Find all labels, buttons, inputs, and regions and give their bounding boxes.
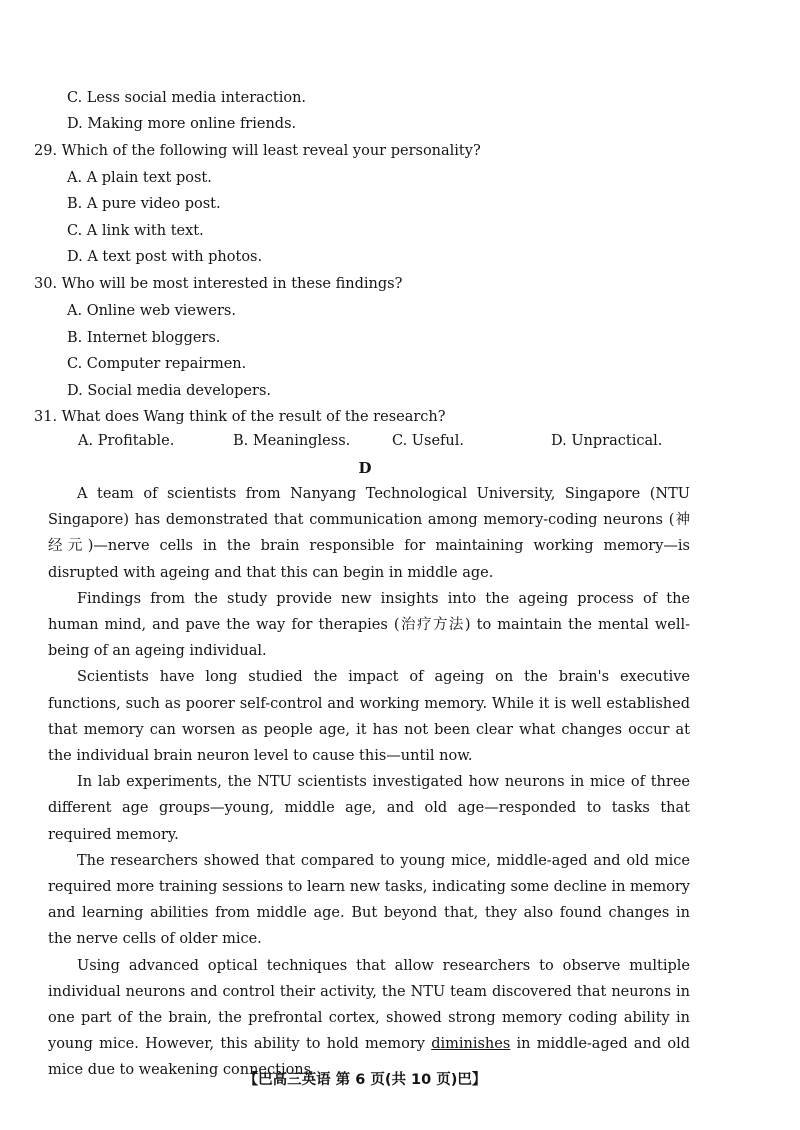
underlined-word: diminishes xyxy=(431,1036,511,1053)
q31-option-d: D. Unpractical. xyxy=(551,433,663,449)
q29-option-a: A. A plain text post. xyxy=(67,170,212,186)
passage-paragraph: Scientists have long studied the impact of ageing on the brain's executive functions, such as poorer self-control and working memory. While it is well established that memory can worsen as people age, it has not been clear what changes occur at the individual brain neuron level to cause this—until now. xyxy=(48,669,690,765)
paragraph-text: in middle-aged and old mice due to weakening connections xyxy=(48,1036,690,1079)
passage-paragraph: Findings from the study provide new insights into the ageing process of the human mind, and pave the way for therapies (治疗方法) to maintain the mental well-being of an ageing individual. xyxy=(48,590,690,660)
section-title: D xyxy=(358,459,372,477)
q30-option-a: A. Online web viewers. xyxy=(67,303,236,319)
q30-option-b: B. Internet bloggers. xyxy=(67,330,221,346)
q29-question: 29. Which of the following will least reveal your personality? xyxy=(34,143,481,159)
q29-option-d: D. A text post with photos. xyxy=(67,249,263,265)
passage-paragraph: A team of scientists from Nanyang Technological University, Singapore (NTU Singapore) has demonstrated that communication among memory-coding neurons (神经元)—nerve cells in the brain responsible for maintaining working memory—is disrupted with ageing and that this can begin in middle age. xyxy=(48,486,690,581)
q31-option-a: A. Profitable. xyxy=(78,433,175,449)
passage-paragraph: The researchers showed that compared to young mice, middle-aged and old mice required more training sessions to learn new tasks, indicating some decline in memory and learning abilities from middle age. But beyond that, they also found changes in the nerve cells of older mice. xyxy=(48,852,690,948)
passage-paragraph-last xyxy=(48,953,690,1084)
q29-option-c: C. A link with text. xyxy=(67,223,204,239)
paragraph-text: Using advanced optical techniques that allow researchers to observe multiple individual neurons and control their activity, the NTU team discovered that neurons in one part of the brain, the prefrontal cortex, showed strong memory coding ability in young mice. However, this ability to hold memory xyxy=(48,957,690,1053)
q30-question: 30. Who will be most interested in these findings? xyxy=(34,276,403,292)
passage-paragraph: In lab experiments, the NTU scientists investigated how neurons in mice of three different age groups—young, middle age, and old age—responded to tasks that required memory. xyxy=(48,774,690,843)
q31-question: 31. What does Wang think of the result of the research? xyxy=(34,409,446,425)
q30-option-d: D. Social media developers. xyxy=(67,383,271,399)
q31-option-c: C. Useful. xyxy=(392,433,464,449)
page-footer: 【巴高三英语 第 6 页(共 10 页)巴】 xyxy=(243,1072,487,1088)
q30-option-c: C. Computer repairmen. xyxy=(67,356,247,372)
q28-option-c: C. Less social media interaction. xyxy=(67,90,307,106)
q28-option-d: D. Making more online friends. xyxy=(67,116,297,132)
q31-option-b: B. Meaningless. xyxy=(233,433,351,449)
passage-d xyxy=(48,481,690,1084)
q29-option-b: B. A pure video post. xyxy=(67,196,221,212)
